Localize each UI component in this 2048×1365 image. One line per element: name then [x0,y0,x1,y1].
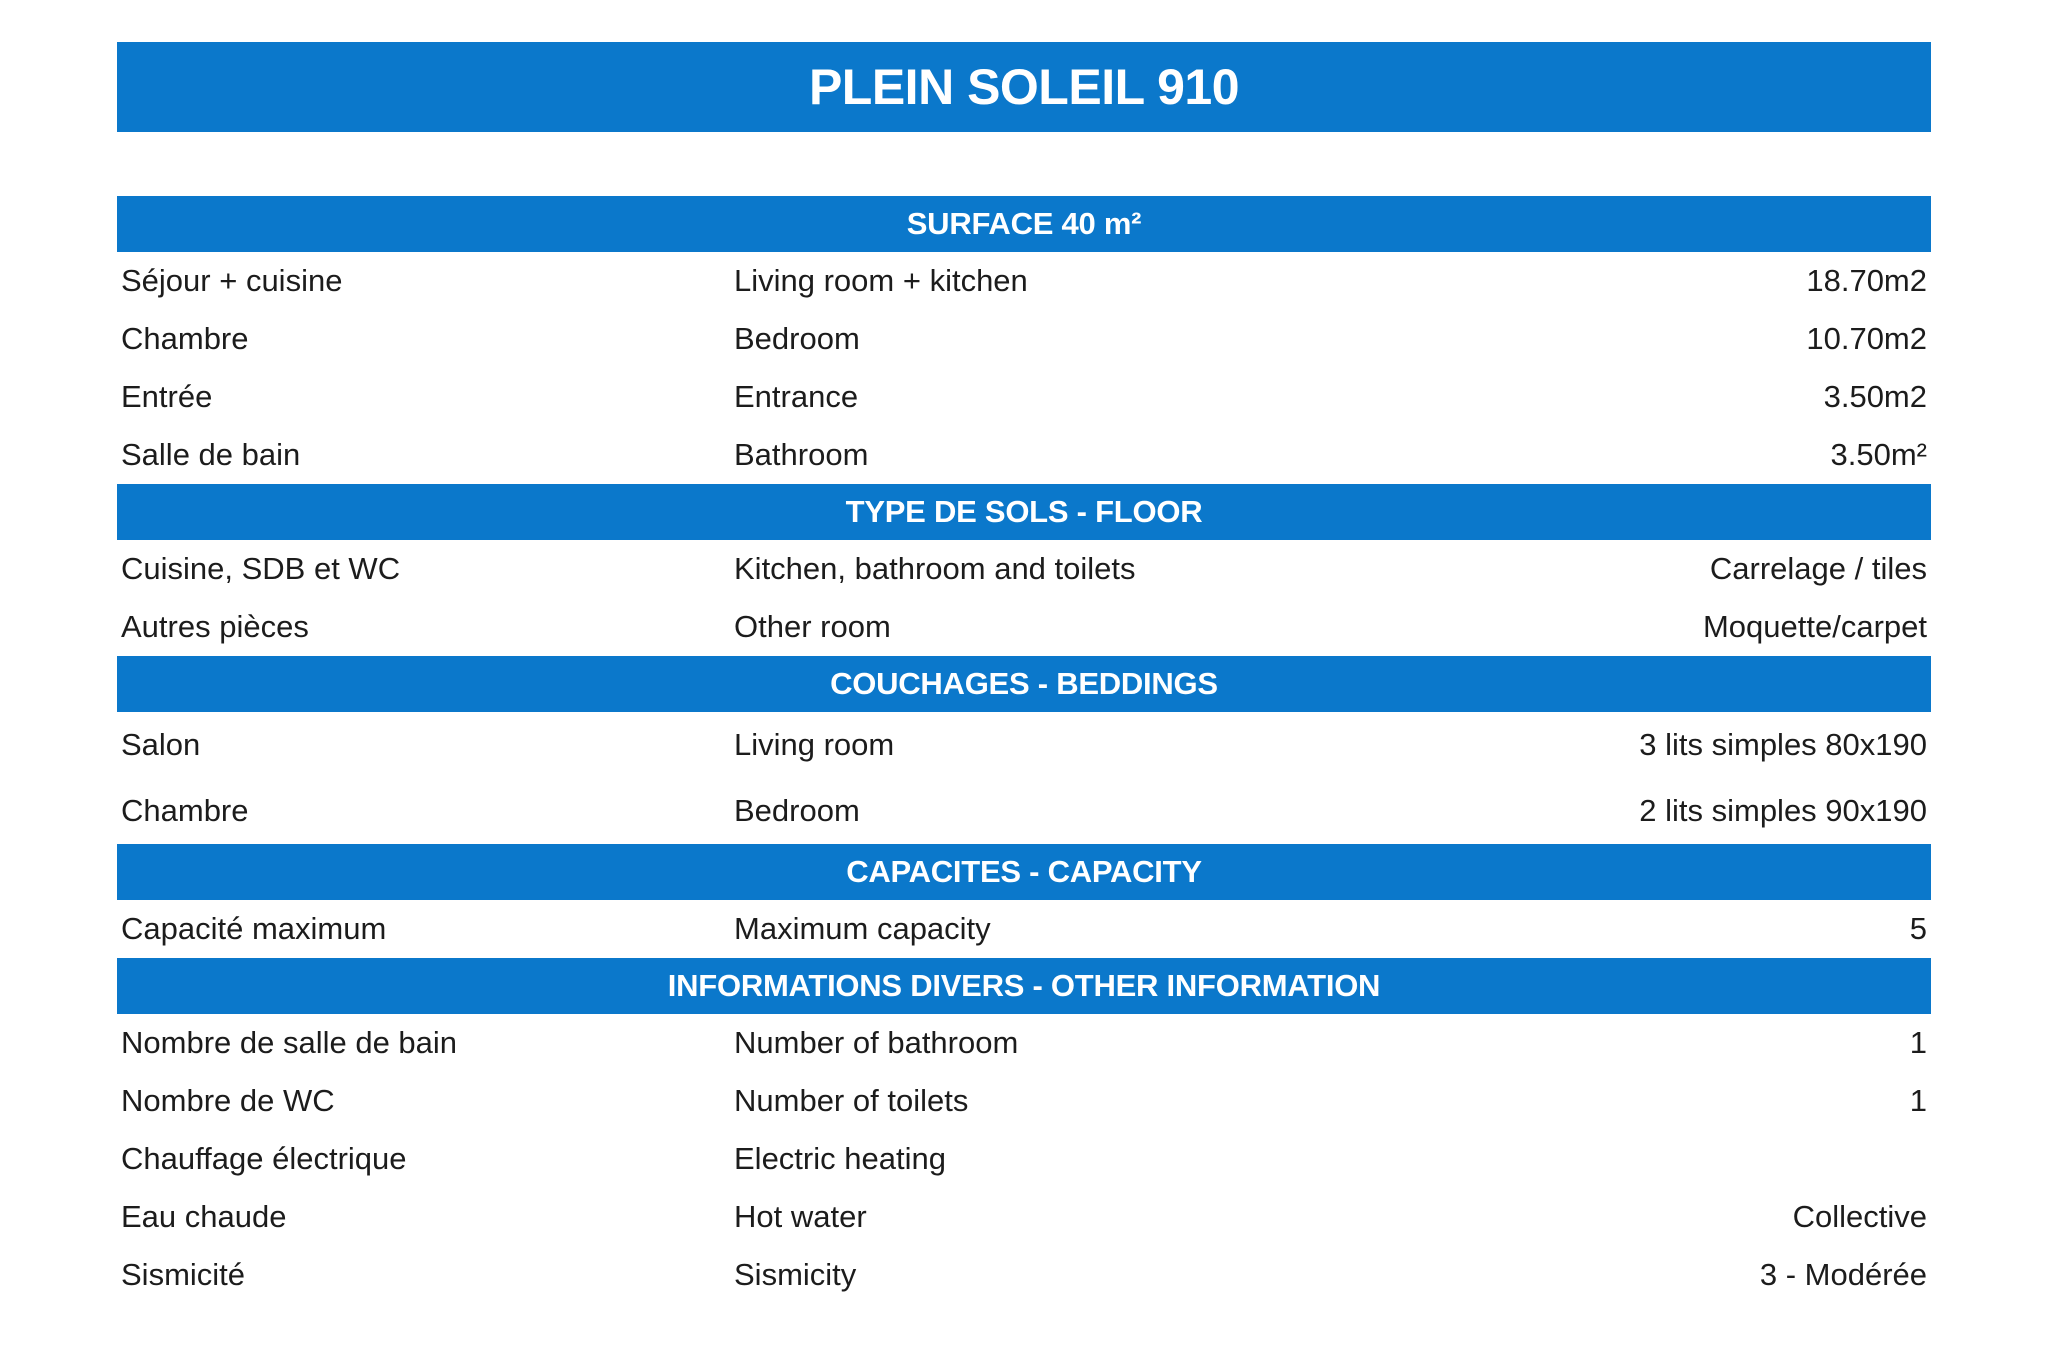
section-title: INFORMATIONS DIVERS - OTHER INFORMATION [667,968,1381,1003]
section-header-other-information [117,958,1931,1014]
row-label-en: Living room + kitchen [734,263,1028,298]
title-bar [117,42,1931,132]
section-title: SURFACE 40 m² [906,206,1142,241]
row-value: 3 lits simples 80x190 [1639,727,1927,762]
row-label-fr: Chambre [121,321,249,356]
row-label-fr: Nombre de salle de bain [121,1025,458,1060]
row-label-en: Living room [734,727,895,762]
row-label-en: Entrance [734,379,859,414]
row-value: 2 lits simples 90x190 [1639,793,1927,828]
row-value: 1 [1909,1083,1927,1118]
section-header-capacity [117,844,1931,900]
property-sheet [117,0,1931,1304]
section-title: TYPE DE SOLS - FLOOR [845,494,1203,529]
row-label-fr: Salon [121,727,201,762]
row-label-fr: Capacité maximum [121,911,387,946]
table-row [117,1072,1931,1130]
row-label-fr: Chauffage électrique [121,1141,407,1176]
row-value: 3.50m2 [1823,379,1927,414]
row-value: Moquette/carpet [1702,609,1927,644]
section-other-information [117,958,1931,1304]
section-floor [117,484,1931,656]
row-label-en: Hot water [734,1199,867,1234]
row-label-en: Bedroom [734,321,860,356]
row-label-fr: Chambre [121,793,249,828]
row-label-en: Bedroom [734,793,860,828]
row-value: Carrelage / tiles [1709,551,1927,586]
row-label-en: Number of bathroom [734,1025,1019,1060]
table-row [117,368,1931,426]
row-value: 5 [1909,911,1927,946]
row-label-en: Other room [734,609,891,644]
row-label-fr: Autres pièces [121,609,309,644]
row-label-fr: Salle de bain [121,437,301,472]
row-label-en: Maximum capacity [734,911,991,946]
table-row [117,900,1931,958]
row-value: 3 - Modérée [1759,1257,1927,1292]
table-row [117,426,1931,484]
section-header-floor [117,484,1931,540]
row-label-fr: Sismicité [121,1257,246,1292]
row-label-fr: Cuisine, SDB et WC [121,551,401,586]
row-label-en: Number of toilets [734,1083,969,1118]
table-row [117,778,1931,844]
row-value: Collective [1792,1199,1927,1234]
section-beddings [117,656,1931,844]
table-row [117,1130,1931,1188]
table-row [117,1014,1931,1072]
page-title: PLEIN SOLEIL 910 [808,59,1240,115]
table-row [117,1188,1931,1246]
row-label-en: Sismicity [734,1257,857,1292]
section-title: CAPACITES - CAPACITY [846,854,1202,889]
row-label-en: Electric heating [734,1141,946,1176]
row-value: 10.70m2 [1806,321,1927,356]
section-header-surface [117,196,1931,252]
table-row [117,540,1931,598]
row-label-fr: Nombre de WC [121,1083,335,1118]
row-label-en: Bathroom [734,437,869,472]
row-value: 1 [1909,1025,1927,1060]
section-header-beddings [117,656,1931,712]
row-label-fr: Eau chaude [121,1199,287,1234]
table-row [117,252,1931,310]
row-label-fr: Entrée [121,379,213,414]
table-row [117,310,1931,368]
row-label-en: Kitchen, bathroom and toilets [734,551,1136,586]
row-value: 18.70m2 [1806,263,1927,298]
row-value: 3.50m² [1830,437,1927,472]
section-capacity [117,844,1931,958]
table-row [117,712,1931,778]
table-row [117,598,1931,656]
section-title: COUCHAGES - BEDDINGS [830,666,1218,701]
section-surface [117,196,1931,484]
row-label-fr: Séjour + cuisine [121,263,343,298]
table-row [117,1246,1931,1304]
